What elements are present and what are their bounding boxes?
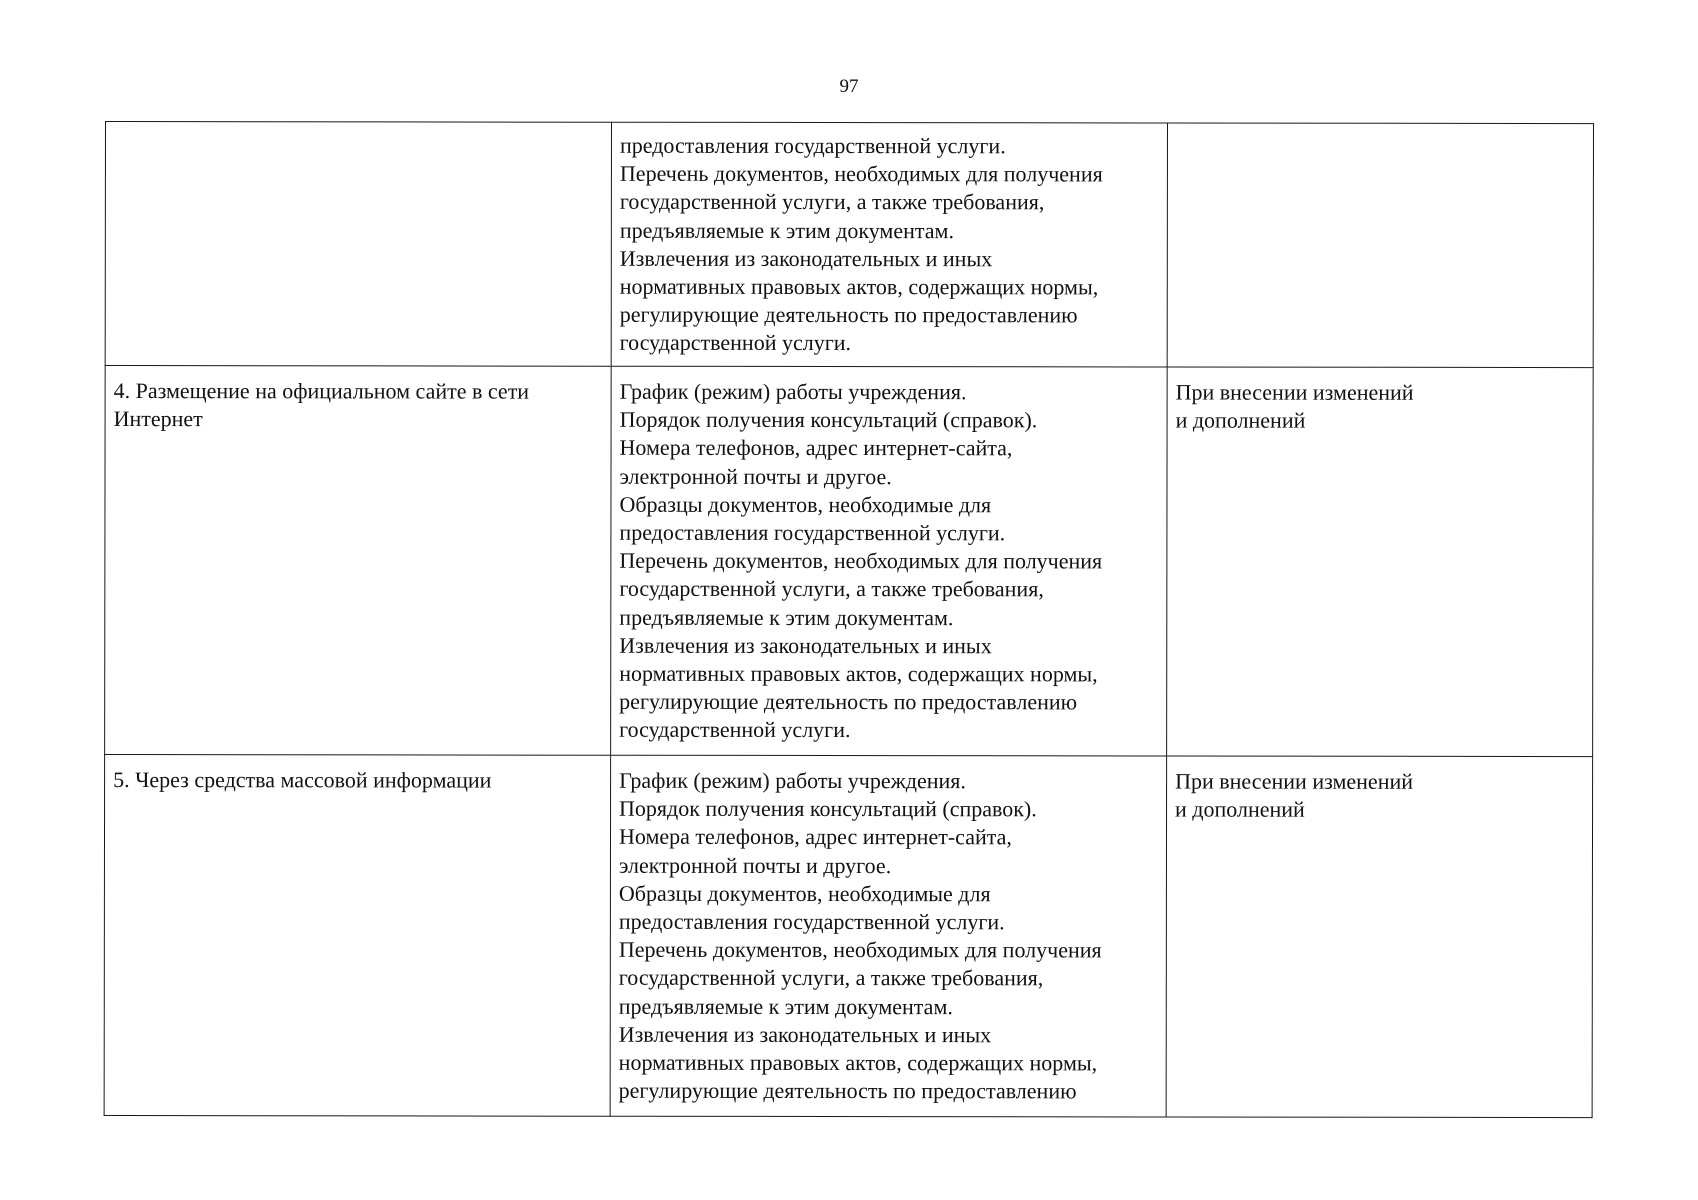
content-line: Перечень документов, необходимых для получения <box>619 547 1103 574</box>
update-cell <box>1167 367 1594 757</box>
content-line: предоставления государственной услуги. <box>619 519 1006 546</box>
content-line: предоставления государственной услуги. <box>618 908 1005 935</box>
content-line: График (режим) работы учреждения. <box>619 767 966 794</box>
content-cell <box>611 366 1168 756</box>
update-line: и дополнений <box>1175 407 1306 433</box>
update-cell <box>1167 123 1593 368</box>
method-cell <box>105 366 612 756</box>
content-line: регулирующие деятельность по предоставлению <box>619 688 1078 715</box>
info-table <box>104 121 1594 1118</box>
content-cell <box>610 755 1167 1117</box>
table-row <box>105 366 1594 757</box>
content-line: Перечень документов, необходимых для получения <box>619 160 1103 187</box>
content-line: Извлечения из законодательных и иных <box>619 245 993 272</box>
content-line: Порядок получения консультаций (справок). <box>619 795 1037 822</box>
content-line: Номера телефонов, адрес интернет-сайта, <box>619 435 1013 461</box>
content-line: Образцы документов, необходимые для <box>618 880 991 907</box>
content-line: государственной услуги, а также требования, <box>618 965 1044 991</box>
content-line: предъявляемые к этим документам. <box>618 993 953 1019</box>
content-line: Перечень документов, необходимых для получения <box>618 936 1102 963</box>
update-line: При внесении изменений <box>1175 379 1414 405</box>
content-line: Порядок получения консультаций (справок). <box>619 406 1038 433</box>
table-row <box>104 755 1593 1118</box>
content-line: нормативных правовых актов, содержащих нормы, <box>618 1049 1098 1076</box>
table-row <box>105 122 1593 368</box>
content-line: государственной услуги, а также требования, <box>619 189 1045 215</box>
content-line: Номера телефонов, адрес интернет-сайта, <box>618 824 1012 850</box>
content-cell <box>611 122 1167 367</box>
content-line: электронной почты и другое. <box>618 852 892 878</box>
method-line: 4. Размещение на официальном сайте в сети <box>113 378 530 404</box>
content-line: нормативных правовых актов, содержащих нормы, <box>619 273 1099 300</box>
content-line: предъявляемые к этим документам. <box>619 604 954 630</box>
content-line: предъявляемые к этим документам. <box>619 217 954 243</box>
content-line: государственной услуги, а также требования, <box>619 576 1044 602</box>
update-line: и дополнений <box>1175 796 1305 822</box>
content-line: электронной почты и другое. <box>619 463 892 489</box>
content-line: График (режим) работы учреждения. <box>619 378 967 405</box>
update-cell <box>1166 756 1593 1118</box>
content-line: регулирующие деятельность по предоставлению <box>618 1077 1077 1104</box>
content-line: государственной услуги. <box>619 717 851 743</box>
update-line: При внесении изменений <box>1175 768 1414 794</box>
content-line: государственной услуги. <box>619 330 852 356</box>
content-line: нормативных правовых актов, содержащих нормы, <box>619 660 1098 687</box>
method-line: Интернет <box>113 406 203 432</box>
content-line: регулирующие деятельность по предоставлению <box>619 301 1078 328</box>
content-line: Образцы документов, необходимые для <box>619 491 992 518</box>
page-number: 97 <box>839 76 859 97</box>
content-line: Извлечения из законодательных и иных <box>618 1021 992 1048</box>
content-line: Извлечения из законодательных и иных <box>619 632 992 659</box>
method-cell <box>104 755 611 1117</box>
content-line: предоставления государственной услуги. <box>619 132 1006 159</box>
method-line: 5. Через средства массовой информации <box>113 767 492 793</box>
method-cell <box>105 122 611 367</box>
